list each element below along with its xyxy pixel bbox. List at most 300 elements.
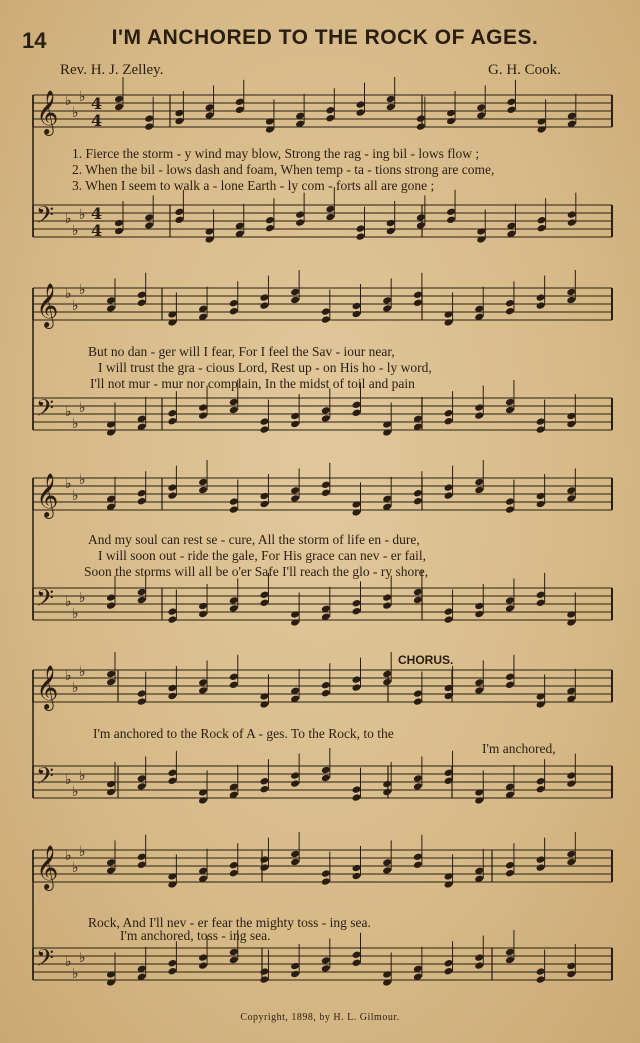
treble-clef-icon: 𝄞	[36, 665, 59, 709]
flat-icon: ♭	[65, 211, 72, 227]
flat-icon: ♭	[65, 286, 72, 302]
note-head	[259, 855, 269, 864]
note-head	[114, 103, 124, 112]
note-head	[198, 953, 208, 962]
note-head	[444, 615, 454, 624]
note-head	[167, 483, 177, 492]
note-head	[505, 398, 515, 407]
note-head	[259, 500, 269, 509]
note-head	[567, 218, 577, 227]
note-head	[137, 853, 147, 862]
note-head	[474, 796, 484, 805]
note-head	[505, 861, 515, 870]
note-head	[382, 970, 392, 979]
note-head	[536, 975, 546, 984]
note-head	[446, 208, 456, 217]
note-head	[325, 106, 335, 115]
note-head	[444, 491, 454, 500]
lyric-line-s2-v1: But no dan - ger will I fear, For I feel the Sav - iour near,	[88, 344, 395, 359]
note-head	[476, 227, 486, 236]
note-head	[259, 777, 269, 786]
note-head	[382, 296, 392, 305]
note-head	[413, 588, 423, 597]
note-head	[566, 296, 576, 305]
note-head	[290, 486, 300, 495]
note-head	[321, 766, 331, 775]
note-head	[537, 224, 547, 233]
note-head	[137, 596, 147, 605]
note-head	[446, 216, 456, 225]
note-head	[259, 301, 269, 310]
note-head	[536, 500, 546, 509]
note-head	[352, 675, 362, 684]
note-head	[352, 607, 362, 616]
note-head	[259, 692, 269, 701]
bass-clef-icon: 𝄢	[36, 394, 55, 427]
note-head	[290, 296, 300, 305]
note-head	[106, 304, 116, 313]
lyric-line-s3-v1: And my soul can rest se - cure, All the storm of life en - dure,	[88, 532, 420, 547]
note-head	[321, 877, 331, 886]
note-head	[321, 414, 331, 423]
note-head	[290, 610, 300, 619]
flat-icon: ♭	[72, 416, 79, 432]
note-head	[386, 227, 396, 236]
note-head	[259, 700, 269, 709]
note-head	[198, 486, 208, 495]
flat-icon: ♭	[79, 664, 86, 680]
note-head	[536, 777, 546, 786]
note-head	[566, 494, 576, 503]
flat-icon: ♭	[65, 772, 72, 788]
note-head	[259, 417, 269, 426]
note-head	[474, 478, 484, 487]
note-head	[474, 686, 484, 695]
note-head	[566, 486, 576, 495]
note-head	[474, 403, 484, 412]
note-head	[537, 117, 547, 126]
note-head	[290, 494, 300, 503]
note-head	[505, 497, 515, 506]
note-head	[321, 774, 331, 783]
note-head	[321, 481, 331, 490]
note-head	[137, 774, 147, 783]
note-head	[352, 785, 362, 794]
flat-icon: ♭	[72, 488, 79, 504]
note-head	[382, 304, 392, 313]
note-head	[167, 615, 177, 624]
note-head	[167, 607, 177, 616]
note-head	[174, 208, 184, 217]
note-head	[382, 420, 392, 429]
note-head	[235, 98, 245, 107]
note-head	[198, 602, 208, 611]
note-head	[444, 310, 454, 319]
note-head	[144, 213, 154, 222]
note-head	[290, 779, 300, 788]
note-head	[537, 125, 547, 134]
note-head	[352, 872, 362, 881]
note-head	[382, 601, 392, 610]
note-head	[205, 103, 215, 112]
bass-clef-icon: 𝄢	[36, 201, 55, 234]
note-head	[416, 213, 426, 222]
note-head	[416, 114, 426, 123]
flat-icon: ♭	[79, 590, 86, 606]
note-head	[259, 591, 269, 600]
time-signature-top: 4	[91, 94, 103, 113]
note-head	[106, 978, 116, 987]
note-head	[144, 221, 154, 230]
note-head	[106, 866, 116, 875]
note-head	[474, 602, 484, 611]
note-head	[386, 103, 396, 112]
note-head	[566, 610, 576, 619]
lyric-line-s3-v3: Soon the storms will all be o'er Safe I'll reach the glo - ry shore,	[84, 564, 429, 579]
note-head	[321, 406, 331, 415]
note-head	[382, 780, 392, 789]
note-head	[352, 599, 362, 608]
note-head	[295, 218, 305, 227]
note-head	[505, 505, 515, 514]
note-head	[137, 782, 147, 791]
note-head	[321, 869, 331, 878]
flat-icon: ♭	[65, 476, 72, 492]
note-head	[352, 683, 362, 692]
note-head	[259, 492, 269, 501]
bass-clef-icon: 𝄢	[36, 584, 55, 617]
note-head	[106, 601, 116, 610]
note-head	[566, 420, 576, 429]
note-head	[352, 959, 362, 968]
note-head	[321, 956, 331, 965]
note-head	[229, 948, 239, 957]
flat-icon: ♭	[72, 105, 79, 121]
lyric-line-s5-bass: I'm anchored, toss - ing sea.	[120, 928, 271, 943]
flat-icon: ♭	[72, 606, 79, 622]
flat-icon: ♭	[79, 844, 86, 860]
note-head	[259, 599, 269, 608]
note-head	[536, 492, 546, 501]
lyric-line-s1-v2: 2. When the bil - lows dash and foam, When temp - ta - tions strong are come,	[72, 162, 495, 177]
note-head	[444, 872, 454, 881]
lyric-line-s1-v3: 3. When I seem to walk a - lone Earth - ly com - forts all are gone ;	[72, 178, 435, 193]
note-head	[290, 970, 300, 979]
note-head	[413, 689, 423, 698]
flat-icon: ♭	[79, 282, 86, 298]
note-head	[259, 863, 269, 872]
note-head	[167, 491, 177, 500]
note-head	[167, 880, 177, 889]
flat-icon: ♭	[72, 784, 79, 800]
note-head	[505, 948, 515, 957]
note-head	[444, 880, 454, 889]
note-head	[506, 106, 516, 115]
flat-icon: ♭	[65, 954, 72, 970]
note-head	[229, 861, 239, 870]
note-head	[382, 670, 392, 679]
note-head	[198, 796, 208, 805]
note-head	[505, 307, 515, 316]
note-head	[325, 114, 335, 123]
note-head	[137, 489, 147, 498]
note-head	[198, 788, 208, 797]
note-head	[382, 678, 392, 687]
note-head	[198, 610, 208, 619]
note-head	[474, 961, 484, 970]
note-head	[566, 412, 576, 421]
note-head	[536, 700, 546, 709]
note-head	[382, 788, 392, 797]
lyric-line-s4-main: I'm anchored to the Rock of A - ges. To the Rock, to the	[93, 726, 394, 741]
note-head	[137, 588, 147, 597]
note-head	[167, 967, 177, 976]
note-head	[265, 125, 275, 134]
note-head	[444, 967, 454, 976]
note-head	[167, 872, 177, 881]
flat-icon: ♭	[79, 400, 86, 416]
note-head	[198, 478, 208, 487]
note-head	[536, 417, 546, 426]
note-head	[474, 411, 484, 420]
note-head	[505, 596, 515, 605]
note-head	[106, 420, 116, 429]
treble-clef-icon: 𝄞	[36, 90, 59, 134]
note-head	[144, 114, 154, 123]
note-head	[476, 235, 486, 244]
lyric-line-s2-v2: I will trust the gra - cious Lord, Rest up - on His ho - ly word,	[98, 360, 432, 375]
note-head	[474, 788, 484, 797]
note-head	[474, 953, 484, 962]
note-head	[106, 593, 116, 602]
note-head	[290, 771, 300, 780]
time-signature-top: 4	[91, 204, 103, 223]
note-head	[352, 793, 362, 802]
hymn-title: I'M ANCHORED TO THE ROCK OF AGES.	[111, 26, 539, 49]
note-head	[235, 106, 245, 115]
note-head	[106, 678, 116, 687]
note-head	[566, 858, 576, 867]
note-head	[137, 497, 147, 506]
note-head	[382, 428, 392, 437]
note-head	[474, 610, 484, 619]
note-head	[198, 961, 208, 970]
note-head	[444, 607, 454, 616]
note-head	[229, 505, 239, 514]
note-head	[536, 425, 546, 434]
note-head	[413, 299, 423, 308]
note-head	[352, 500, 362, 509]
bass-clef-icon: 𝄢	[36, 762, 55, 795]
note-head	[356, 100, 366, 109]
note-head	[167, 417, 177, 426]
note-head	[114, 219, 124, 228]
note-head	[106, 780, 116, 789]
note-head	[536, 591, 546, 600]
note-head	[137, 299, 147, 308]
note-head	[382, 593, 392, 602]
note-head	[265, 224, 275, 233]
note-head	[167, 692, 177, 701]
note-head	[229, 497, 239, 506]
note-head	[205, 227, 215, 236]
note-head	[413, 853, 423, 862]
note-head	[536, 293, 546, 302]
note-head	[144, 122, 154, 131]
note-head	[229, 596, 239, 605]
note-head	[413, 861, 423, 870]
note-head	[265, 117, 275, 126]
note-head	[356, 232, 366, 241]
note-head	[536, 692, 546, 701]
note-head	[259, 975, 269, 984]
note-head	[446, 109, 456, 118]
note-head	[446, 117, 456, 126]
note-head	[444, 417, 454, 426]
note-head	[114, 227, 124, 236]
note-head	[321, 964, 331, 973]
note-head	[106, 428, 116, 437]
lyric-line-s5-main: Rock, And I'll nev - er fear the mighty toss - ing sea.	[88, 915, 371, 930]
flat-icon: ♭	[65, 668, 72, 684]
note-head	[106, 970, 116, 979]
flat-icon: ♭	[79, 768, 86, 784]
note-head	[290, 618, 300, 627]
note-head	[167, 684, 177, 693]
note-head	[505, 299, 515, 308]
note-head	[476, 103, 486, 112]
note-head	[382, 978, 392, 987]
note-head	[167, 959, 177, 968]
note-head	[505, 869, 515, 878]
note-head	[474, 486, 484, 495]
note-head	[167, 310, 177, 319]
note-head	[566, 288, 576, 297]
treble-clef-icon: 𝄞	[36, 473, 59, 517]
flat-icon: ♭	[72, 860, 79, 876]
note-head	[321, 307, 331, 316]
note-head	[566, 850, 576, 859]
note-head	[386, 95, 396, 104]
note-head	[352, 310, 362, 319]
note-head	[325, 213, 335, 222]
copyright-notice: Copyright, 1898, by H. L. Gilmour.	[240, 1012, 400, 1023]
note-head	[566, 779, 576, 788]
note-head	[352, 864, 362, 873]
note-head	[229, 956, 239, 965]
note-head	[205, 111, 215, 120]
note-head	[413, 497, 423, 506]
note-head	[290, 858, 300, 867]
note-head	[536, 855, 546, 864]
flat-icon: ♭	[72, 680, 79, 696]
note-head	[106, 670, 116, 679]
note-head	[290, 850, 300, 859]
note-head	[174, 216, 184, 225]
note-head	[413, 596, 423, 605]
note-head	[137, 861, 147, 870]
note-head	[137, 291, 147, 300]
note-head	[321, 681, 331, 690]
bass-clef-icon: 𝄢	[36, 944, 55, 977]
treble-clef-icon: 𝄞	[36, 845, 59, 889]
note-head	[229, 604, 239, 613]
note-head	[229, 673, 239, 682]
note-head	[321, 489, 331, 498]
note-head	[352, 951, 362, 960]
note-head	[137, 689, 147, 698]
note-head	[229, 307, 239, 316]
note-head	[198, 403, 208, 412]
note-head	[167, 769, 177, 778]
note-head	[352, 401, 362, 410]
note-head	[566, 962, 576, 971]
composer-credit: G. H. Cook.	[488, 62, 561, 78]
flat-icon: ♭	[72, 966, 79, 982]
flat-icon: ♭	[65, 848, 72, 864]
note-head	[413, 291, 423, 300]
note-head	[352, 302, 362, 311]
note-head	[167, 777, 177, 786]
note-head	[259, 425, 269, 434]
note-head	[229, 406, 239, 415]
note-head	[505, 604, 515, 613]
note-head	[506, 98, 516, 107]
note-head	[174, 117, 184, 126]
flat-icon: ♭	[79, 207, 86, 223]
note-head	[198, 686, 208, 695]
note-head	[352, 508, 362, 517]
flat-icon: ♭	[79, 950, 86, 966]
note-head	[567, 210, 577, 219]
note-head	[259, 967, 269, 976]
note-head	[198, 411, 208, 420]
flat-icon: ♭	[72, 223, 79, 239]
note-head	[106, 788, 116, 797]
flat-icon: ♭	[65, 594, 72, 610]
note-head	[325, 205, 335, 214]
note-head	[259, 785, 269, 794]
note-head	[290, 412, 300, 421]
note-head	[505, 956, 515, 965]
note-head	[174, 109, 184, 118]
note-head	[382, 866, 392, 875]
flat-icon: ♭	[72, 298, 79, 314]
note-head	[356, 108, 366, 117]
note-head	[290, 288, 300, 297]
note-head	[229, 681, 239, 690]
note-head	[321, 689, 331, 698]
flat-icon: ♭	[65, 404, 72, 420]
note-head	[536, 785, 546, 794]
note-head	[229, 869, 239, 878]
note-head	[536, 599, 546, 608]
note-head	[265, 216, 275, 225]
note-head	[356, 224, 366, 233]
time-signature-bottom: 4	[91, 111, 103, 130]
lyric-line-s1-v1: 1. Fierce the storm - y wind may blow, Strong the rag - ing bil - lows flow ;	[72, 146, 480, 161]
note-head	[536, 301, 546, 310]
lyric-line-s4-bass: I'm anchored,	[482, 741, 556, 756]
lyric-line-s2-v3: I'll not mur - mur nor complain, In the midst of toil and pain	[90, 376, 415, 391]
note-head	[295, 210, 305, 219]
note-head	[229, 299, 239, 308]
flat-icon: ♭	[79, 472, 86, 488]
note-head	[205, 235, 215, 244]
note-head	[114, 95, 124, 104]
note-head	[444, 959, 454, 968]
note-head	[566, 970, 576, 979]
